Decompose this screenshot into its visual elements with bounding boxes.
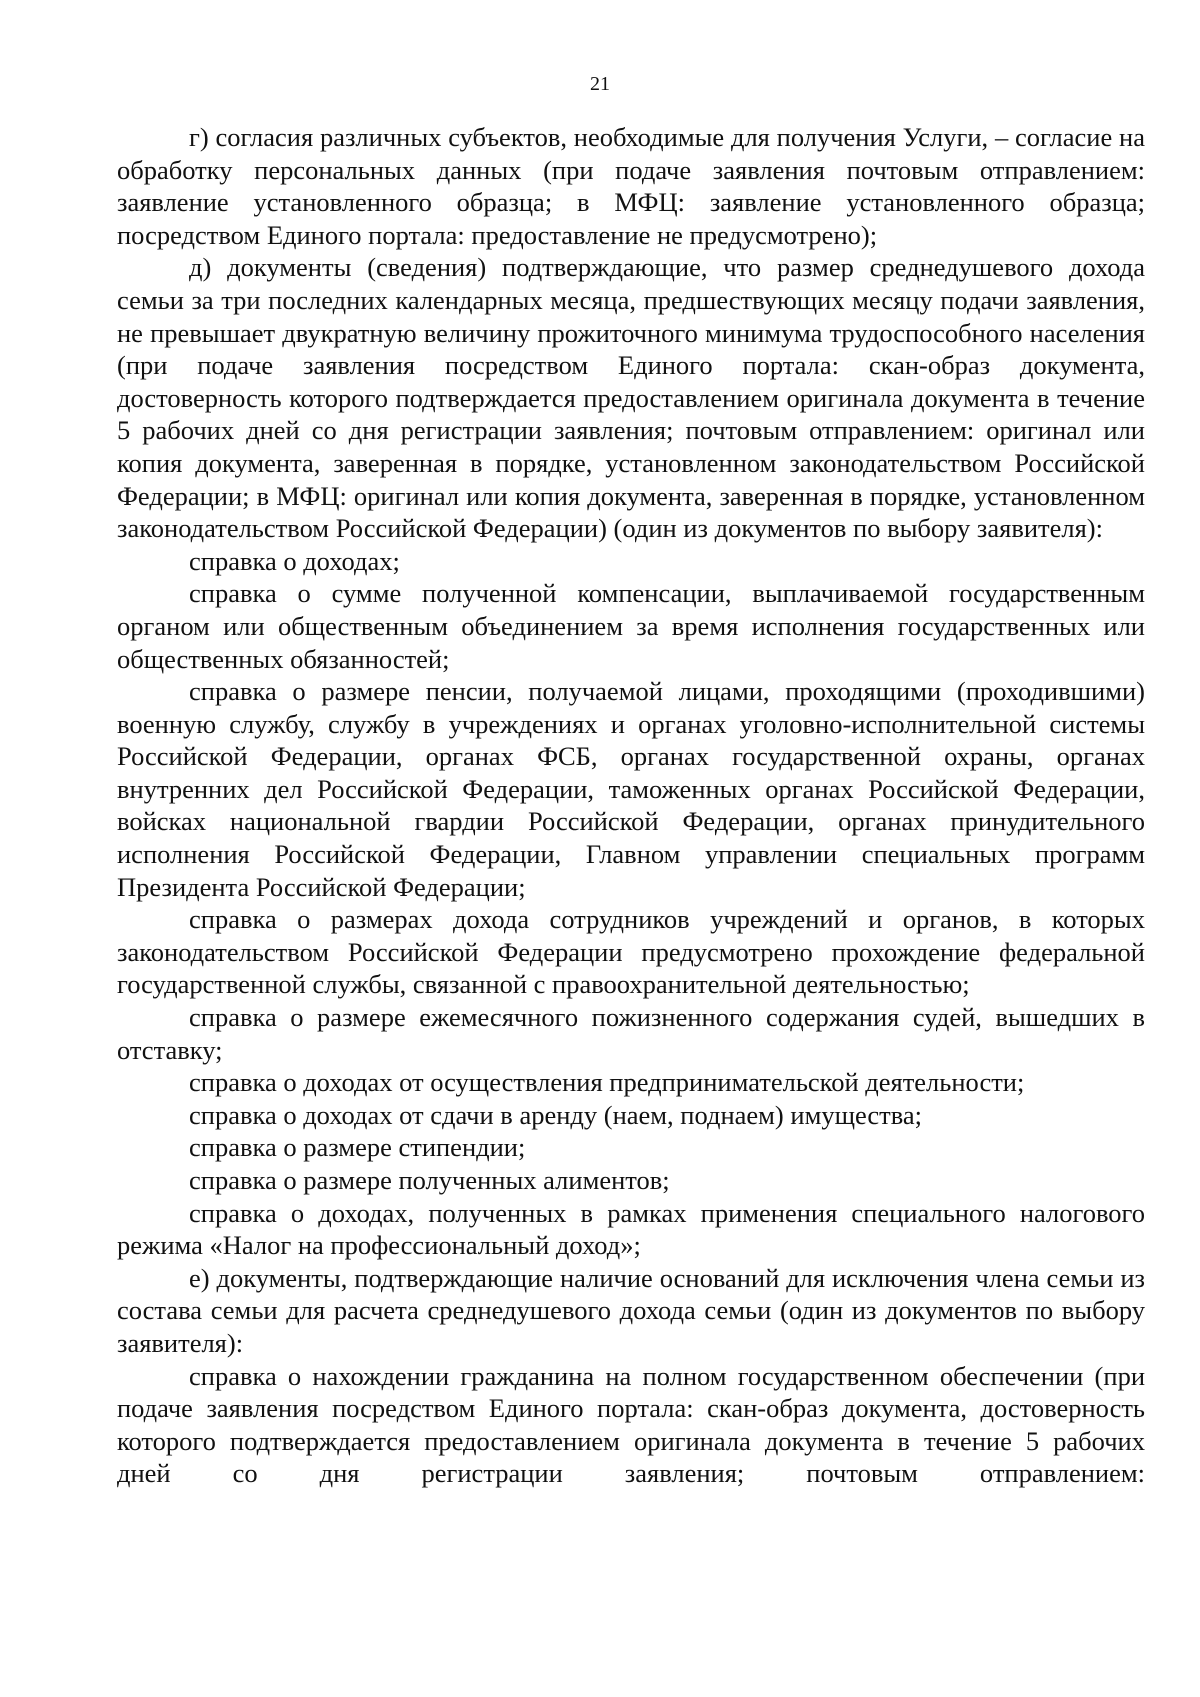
document-body <box>117 121 1145 1490</box>
paragraph-family-member-exclusion: е) документы, подтверждающие наличие оснований для исключения члена семьи из состава семьи для расчета среднедушевого дохода семьи (один из документов по выбору заявителя): <box>117 1262 1145 1358</box>
paragraph-consents: г) согласия различных субъектов, необходимые для получения Услуги, – согласие на обработку персональных данных (при подаче заявления почтовым отправлением: заявление установленного образца; в МФЦ: заявление установленного образца; посредством Единого портала: предоставление не предусмотрено); <box>117 122 1145 250</box>
list-item-professional-income-tax-certificate: справка о доходах, полученных в рамках применения специального налогового режима «Налог на профессиональный доход»; <box>117 1197 1145 1261</box>
paragraph-income-documents: д) документы (сведения) подтверждающие, что размер среднедушевого дохода семьи за три последних календарных месяца, предшествующих месяцу подачи заявления, не превышает двукратную величину прожиточного минимума трудоспособного населения (при подаче заявления посредством Единого портала: скан-образ документа, достоверность которого подтверждается предоставлением оригинала документа в течение 5 рабочих дней со дня регистрации заявления; почтовым отправлением: оригинал или копия документа, заверенная в порядке, установленном законодательством Российской Федерации; в МФЦ: оригинал или копия документа, заверенная в порядке, установленном законодательством Российской Федерации) (один из документов по выбору заявителя): <box>117 252 1145 544</box>
list-item-alimony-certificate: справка о размере полученных алиментов; <box>189 1165 670 1195</box>
list-item-law-enforcement-income-certificate: справка о размерах дохода сотрудников учреждений и органов, в которых законодательством Российской Федерации предусмотрено прохождение федеральной государственной службы, связанной с правоохранительной деятельностью; <box>117 904 1145 1000</box>
page-number: 21 <box>590 73 610 95</box>
list-item-compensation-certificate: справка о сумме полученной компенсации, выплачиваемой государственным органом или общественным объединением за время исполнения государственных или общественных обязанностей; <box>117 578 1145 674</box>
list-item-pension-certificate: справка о размере пенсии, получаемой лицами, проходящими (проходившими) военную службу, службу в учреждениях и органах уголовно-исполнительной системы Российской Федерации, органах ФСБ, органах государственной охраны, органах внутренних дел Российской Федерации, таможенных органах Российской Федерации, войсках национальной гвардии Российской Федерации, органах принудительного исполнения Российской Федерации, Главном управлении специальных программ Президента Российской Федерации; <box>117 676 1145 902</box>
list-item-rental-income-certificate: справка о доходах от сдачи в аренду (наем, поднаем) имущества; <box>189 1099 923 1130</box>
list-item-stipend-certificate: справка о размере стипендии; <box>189 1132 526 1163</box>
list-item-income-certificate: справка о доходах; <box>189 545 400 576</box>
list-item-judges-allowance-certificate: справка о размере ежемесячного пожизненного содержания судей, вышедших в отставку; <box>117 1002 1145 1065</box>
list-item-state-support-certificate: справка о нахождении гражданина на полном государственном обеспечении (при подаче заявления посредством Единого портала: скан-образ документа, достоверность которого подтверждается предоставлением оригинала документа в течение 5 рабочих дней со дня регистрации заявления; почтовым отправлением: <box>117 1360 1145 1489</box>
list-item-business-income-certificate: справка о доходах от осуществления предпринимательской деятельности; <box>189 1067 1025 1098</box>
